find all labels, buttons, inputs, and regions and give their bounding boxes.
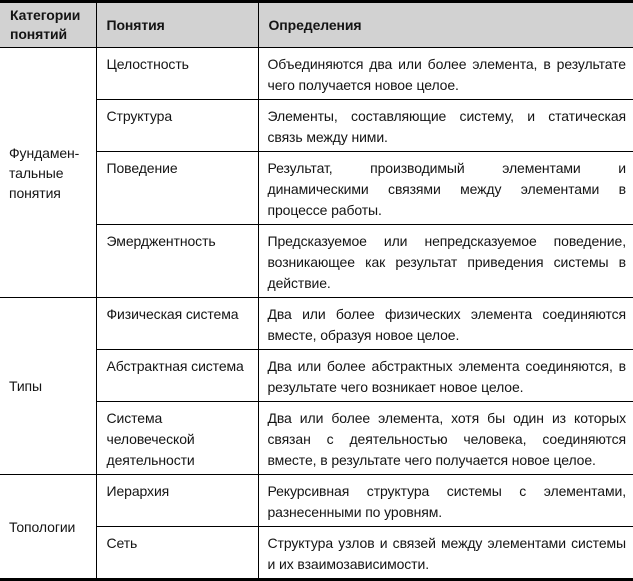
concept-cell: Целостность xyxy=(96,48,258,100)
concept-cell: Система человеческой деятельности xyxy=(96,402,258,475)
column-header-definitions: Определения xyxy=(258,2,633,48)
concept-cell: Абстрактная система xyxy=(96,350,258,402)
category-cell-types: Типы xyxy=(0,298,96,475)
column-header-categories: Категории понятий xyxy=(0,2,96,48)
column-header-concepts: Понятия xyxy=(96,2,258,48)
definition-cell: Структура узлов и связей между элементами системы и их взаимозависимости. xyxy=(258,527,633,580)
category-cell-topologies: Топологии xyxy=(0,475,96,580)
concept-cell: Эмерджентность xyxy=(96,225,258,298)
concept-cell: Иерархия xyxy=(96,475,258,527)
category-cell-fundamental: Фундамен-тальные понятия xyxy=(0,48,96,298)
concept-cell: Структура xyxy=(96,100,258,152)
definition-cell: Результат, производимый элементами и динамическими связями между элементами в процессе работы. xyxy=(258,152,633,225)
definition-cell: Рекурсивная структура системы с элементами, разнесенными по уровням. xyxy=(258,475,633,527)
definition-cell: Два или более элемента, хотя бы один из которых связан с деятельностью человека, соединяются вместе, в результате чего получается новое целое. xyxy=(258,402,633,475)
table-row xyxy=(0,298,633,350)
definition-cell: Элементы, составляющие систему, и статическая связь между ними. xyxy=(258,100,633,152)
definition-cell: Два или более физических элемента соединяются вместе, образуя новое целое. xyxy=(258,298,633,350)
concept-cell: Поведение xyxy=(96,152,258,225)
concept-cell: Сеть xyxy=(96,527,258,580)
table-header-row xyxy=(0,2,633,48)
table-row xyxy=(0,475,633,527)
concept-cell: Физическая система xyxy=(96,298,258,350)
table-row xyxy=(0,48,633,100)
definition-cell: Два или более абстрактных элемента соединяются, в результате чего возникает новое целое. xyxy=(258,350,633,402)
definition-cell: Объединяются два или более элемента, в результате чего получается новое целое. xyxy=(258,48,633,100)
definition-cell: Предсказуемое или непредсказуемое поведение, возникающее как результат приведения системы в действие. xyxy=(258,225,633,298)
